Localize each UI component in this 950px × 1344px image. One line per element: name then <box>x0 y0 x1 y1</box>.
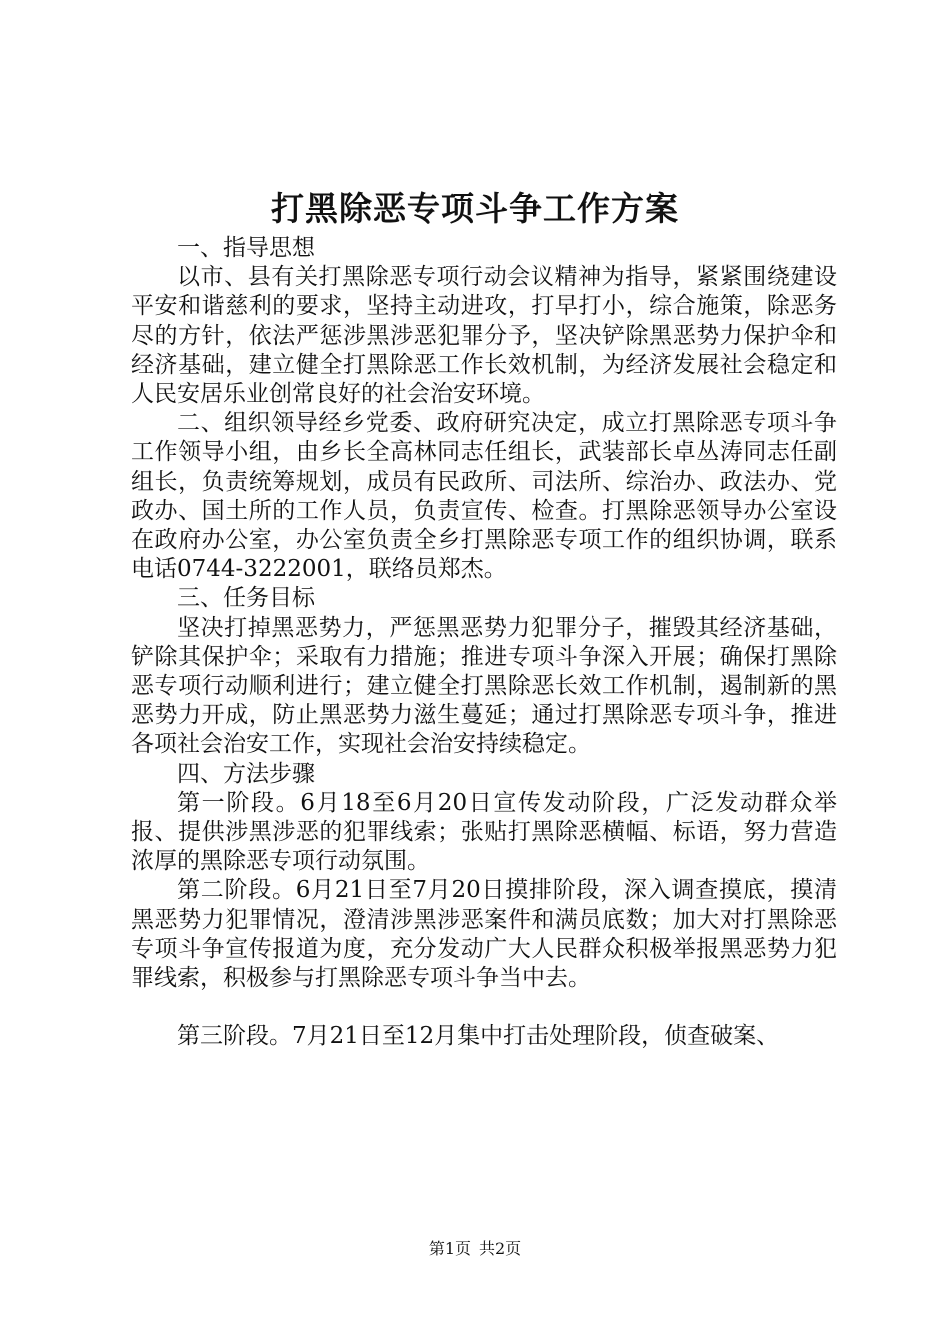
page-number-total: 共2页 <box>479 1239 522 1258</box>
paragraph-guiding-ideology: 以市、县有关打黑除恶专项行动会议精神为指导，紧紧围绕建设平安和谐慈利的要求，坚持主动进攻，打早打小，综合施策，除恶务尽的方针，依法严惩涉黑涉恶犯罪分予，坚决铲除黑恶势力保护伞和经济基础，建立健全打黑除恶工作长效机制，为经济发展社会稳定和人民安居乐业创常良好的社会治安环境。 <box>131 264 837 408</box>
section-heading-guiding-ideology: 一、指导思想 <box>177 235 315 261</box>
paragraph-spacer <box>131 993 837 1022</box>
paragraph-organization-leadership: 二、组织领导经乡党委、政府研究决定，成立打黑除恶专项斗争工作领导小组，由乡长全高林同志任组长，武装部长卓丛涛同志任副组长，负责统筹规划，成员有民政所、司法所、综治办、政法办、党政办、国土所的工作人员，负责宣传、检查。打黑除恶领导办公室设在政府办公室，办公室负责全乡打黑除恶专项工作的组织协调，联系电话0744-3222001，联络员郑杰。 <box>131 410 837 583</box>
paragraph-phase-one: 第一阶段。6月18至6月20日宣传发动阶段，广泛发动群众举报、提供涉黑涉恶的犯罪线索；张贴打黑除恶横幅、标语，努力营造浓厚的黑除恶专项行动氛围。 <box>131 789 837 875</box>
page-footer <box>0 1238 950 1260</box>
paragraph-phase-two: 第二阶段。6月21日至7月20日摸排阶段，深入调查摸底，摸清黑恶势力犯罪情况，澄清涉黑涉恶案件和满员底数；加大对打黑除恶专项斗争宣传报道为度，充分发动广大人民群众积极举报黑恶势力犯罪线索，积极参与打黑除恶专项斗争当中去。 <box>131 877 837 992</box>
paragraph-phase-three: 第三阶段。7月21日至12月集中打击处理阶段，侦查破案、 <box>177 1023 780 1050</box>
section-heading-task-goals: 三、任务目标 <box>177 585 315 612</box>
paragraph-task-goals: 坚决打掉黑恶势力，严惩黑恶势力犯罪分子，摧毁其经济基础，铲除其保护伞；采取有力措施；推进专项斗争深入开展；确保打黑除恶专项行动顺利进行；建立健全打黑除恶长效工作机制，遏制新的黑恶势力开成，防止黑恶势力滋生蔓延；通过打黑除恶专项斗争，推进各项社会治安工作，实现社会治安持续稳定。 <box>131 614 837 758</box>
page-number-current: 第1页 <box>428 1239 471 1258</box>
section-heading-methods-steps: 四、方法步骤 <box>177 760 315 787</box>
document-title: 打黑除恶专项斗争工作方案 <box>271 189 679 228</box>
document-body <box>131 234 837 1051</box>
